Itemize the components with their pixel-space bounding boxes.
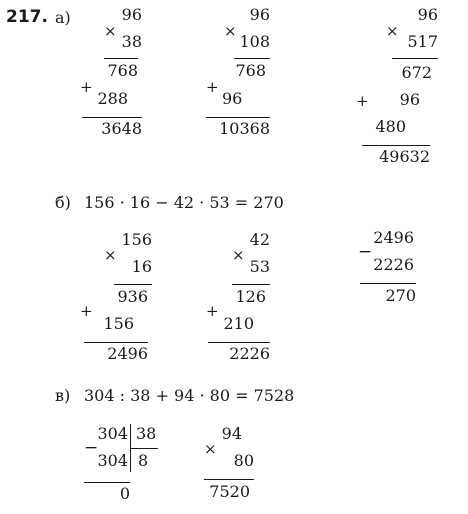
multiplier: 38 [121, 32, 142, 51]
rule [360, 283, 416, 284]
multiplier: 108 [239, 32, 270, 51]
part-c-label: в) [55, 386, 71, 405]
times-sign: × [386, 22, 399, 40]
plus-sign: + [206, 78, 219, 96]
times-sign: × [204, 440, 217, 458]
result: 10368 [219, 119, 270, 138]
rule [206, 117, 270, 118]
rule [362, 145, 430, 146]
multiplicand: 96 [249, 5, 270, 24]
partial-product-2: 210 [223, 314, 254, 333]
multiplier: 53 [249, 257, 270, 276]
result: 7520 [209, 482, 250, 501]
rule [208, 342, 270, 343]
times-sign: × [232, 246, 245, 264]
plus-sign: + [80, 78, 93, 96]
rule [82, 117, 142, 118]
plus-sign: + [206, 302, 219, 320]
partial-product-1: 936 [117, 287, 148, 306]
rule [392, 58, 438, 59]
subtracted: 304 [97, 451, 128, 470]
part-c-expression: 304 : 38 + 94 · 80 = 7528 [84, 386, 295, 405]
result: 2496 [107, 344, 148, 363]
partial-product-3: 480 [375, 117, 406, 136]
result: 49632 [379, 147, 430, 166]
partial-product-2: 96 [222, 89, 243, 108]
remainder: 0 [119, 484, 130, 503]
result: 3648 [101, 119, 142, 138]
divisor: 38 [136, 424, 157, 443]
partial-product-1: 672 [401, 63, 432, 82]
problem-number: 217. [6, 7, 48, 27]
partial-product-1: 768 [107, 61, 138, 80]
quotient: 8 [138, 451, 149, 470]
multiplicand: 96 [121, 5, 142, 24]
rule [84, 482, 130, 483]
times-sign: × [104, 22, 117, 40]
result: 2226 [229, 344, 270, 363]
plus-sign: + [80, 302, 93, 320]
minus-sign: − [84, 438, 99, 458]
dividend: 304 [97, 424, 128, 443]
times-sign: × [104, 246, 117, 264]
times-sign: × [224, 22, 237, 40]
rule [114, 284, 152, 285]
partial-product-1: 126 [235, 287, 266, 306]
rule [234, 58, 270, 59]
rule [204, 479, 254, 480]
partial-product-2: 96 [399, 90, 420, 109]
rule [84, 342, 148, 343]
multiplier: 80 [233, 451, 254, 470]
partial-product-2: 156 [103, 314, 134, 333]
plus-sign: + [356, 92, 369, 110]
minuend: 2496 [373, 228, 414, 247]
rule [104, 58, 138, 59]
multiplier: 16 [131, 257, 152, 276]
minus-sign: − [358, 242, 373, 262]
part-b-label: б) [55, 193, 71, 212]
rule [232, 284, 270, 285]
quotient-rule [130, 448, 158, 449]
multiplier: 517 [407, 32, 438, 51]
subtrahend: 2226 [373, 255, 414, 274]
multiplicand: 42 [249, 230, 270, 249]
difference: 270 [385, 286, 416, 305]
partial-product-1: 768 [235, 61, 266, 80]
partial-product-2: 288 [97, 89, 128, 108]
multiplicand: 156 [121, 230, 152, 249]
part-a-label: а) [55, 8, 71, 27]
part-b-expression: 156 · 16 − 42 · 53 = 270 [84, 193, 284, 212]
multiplicand: 96 [417, 5, 438, 24]
multiplicand: 94 [221, 424, 242, 443]
